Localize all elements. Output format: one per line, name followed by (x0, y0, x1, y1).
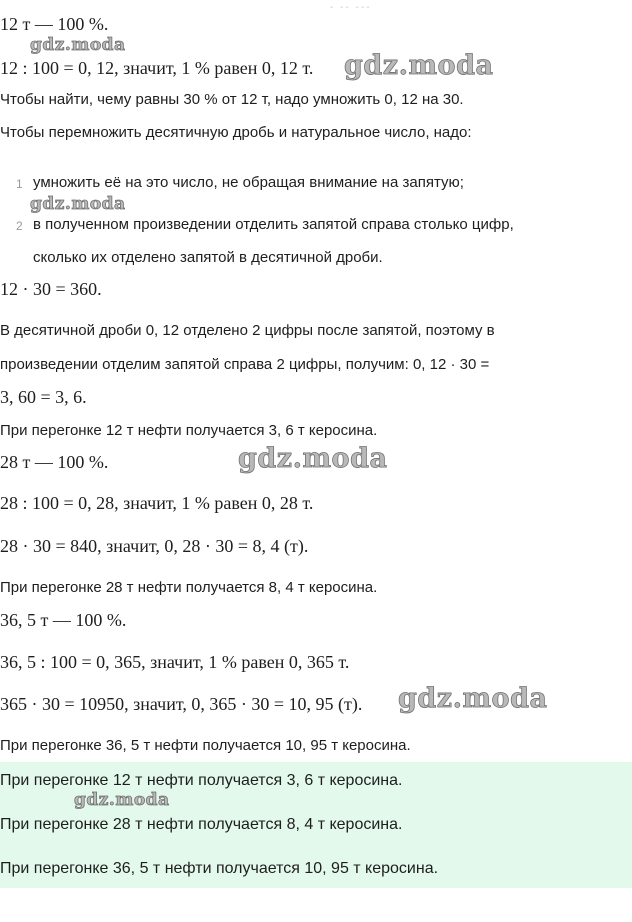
watermark: gdz.moda (30, 194, 126, 214)
watermark: gdz.moda (238, 443, 388, 474)
answer-line-2: При перегонке 28 т нефти получается 8, 4 т керосина. (0, 816, 403, 833)
solution-line-8: 3, 60 = 3, 6. (0, 387, 87, 407)
step-2-text-cont: сколько их отделено запятой в десятичной дроби. (33, 249, 383, 266)
solution-line-3: Чтобы найти, чему равны 30 % от 12 т, надо умножить 0, 12 на 30. (0, 91, 464, 108)
solution-line-15: 36, 5 : 100 = 0, 365, значит, 1 % равен 0, 365 т. (0, 652, 350, 672)
answer-line-3: При перегонке 36, 5 т нефти получается 10, 95 т керосина. (0, 860, 439, 877)
step-number-2: 2 (16, 219, 23, 233)
solution-line-9: При перегонке 12 т нефти получается 3, 6 т керосина. (0, 422, 378, 439)
top-fragment: - -- --- (330, 2, 372, 13)
answer-line-1: При перегонке 12 т нефти получается 3, 6 т керосина. (0, 772, 403, 789)
solution-line-12: 28 · 30 = 840, значит, 0, 28 · 30 = 8, 4 (т). (0, 536, 309, 556)
solution-line-11: 28 : 100 = 0, 28, значит, 1 % равен 0, 28 т. (0, 493, 314, 513)
solution-line-5: 12 · 30 = 360. (0, 279, 102, 299)
answer-box (0, 762, 632, 888)
solution-line-10: 28 т — 100 %. (0, 452, 109, 472)
step-number-1: 1 (16, 177, 23, 191)
watermark: gdz.moda (344, 50, 494, 81)
step-1-text: умножить её на это число, не обращая внимание на запятую; (33, 174, 464, 191)
solution-line-16: 365 · 30 = 10950, значит, 0, 365 · 30 = 10, 95 (т). (0, 694, 363, 714)
watermark: gdz.moda (398, 683, 548, 714)
solution-line-14: 36, 5 т — 100 %. (0, 610, 127, 630)
solution-line-17: При перегонке 36, 5 т нефти получается 10, 95 т керосина. (0, 737, 411, 754)
rule-intro: Чтобы перемножить десятичную дробь и натуральное число, надо: (0, 124, 472, 141)
step-2-text: в полученном произведении отделить запятой справа столько цифр, (33, 216, 514, 233)
solution-line-13: При перегонке 28 т нефти получается 8, 4 т керосина. (0, 579, 378, 596)
watermark: gdz.moda (74, 790, 170, 810)
solution-line-1: 12 т — 100 %. (0, 14, 109, 34)
watermark: gdz.moda (30, 35, 126, 55)
solution-line-7: произведении отделим запятой справа 2 цифры, получим: 0, 12 · 30 = (0, 356, 490, 373)
solution-line-6: В десятичной дроби 0, 12 отделено 2 цифры после запятой, поэтому в (0, 322, 495, 339)
solution-line-2: 12 : 100 = 0, 12, значит, 1 % равен 0, 12 т. (0, 58, 314, 78)
